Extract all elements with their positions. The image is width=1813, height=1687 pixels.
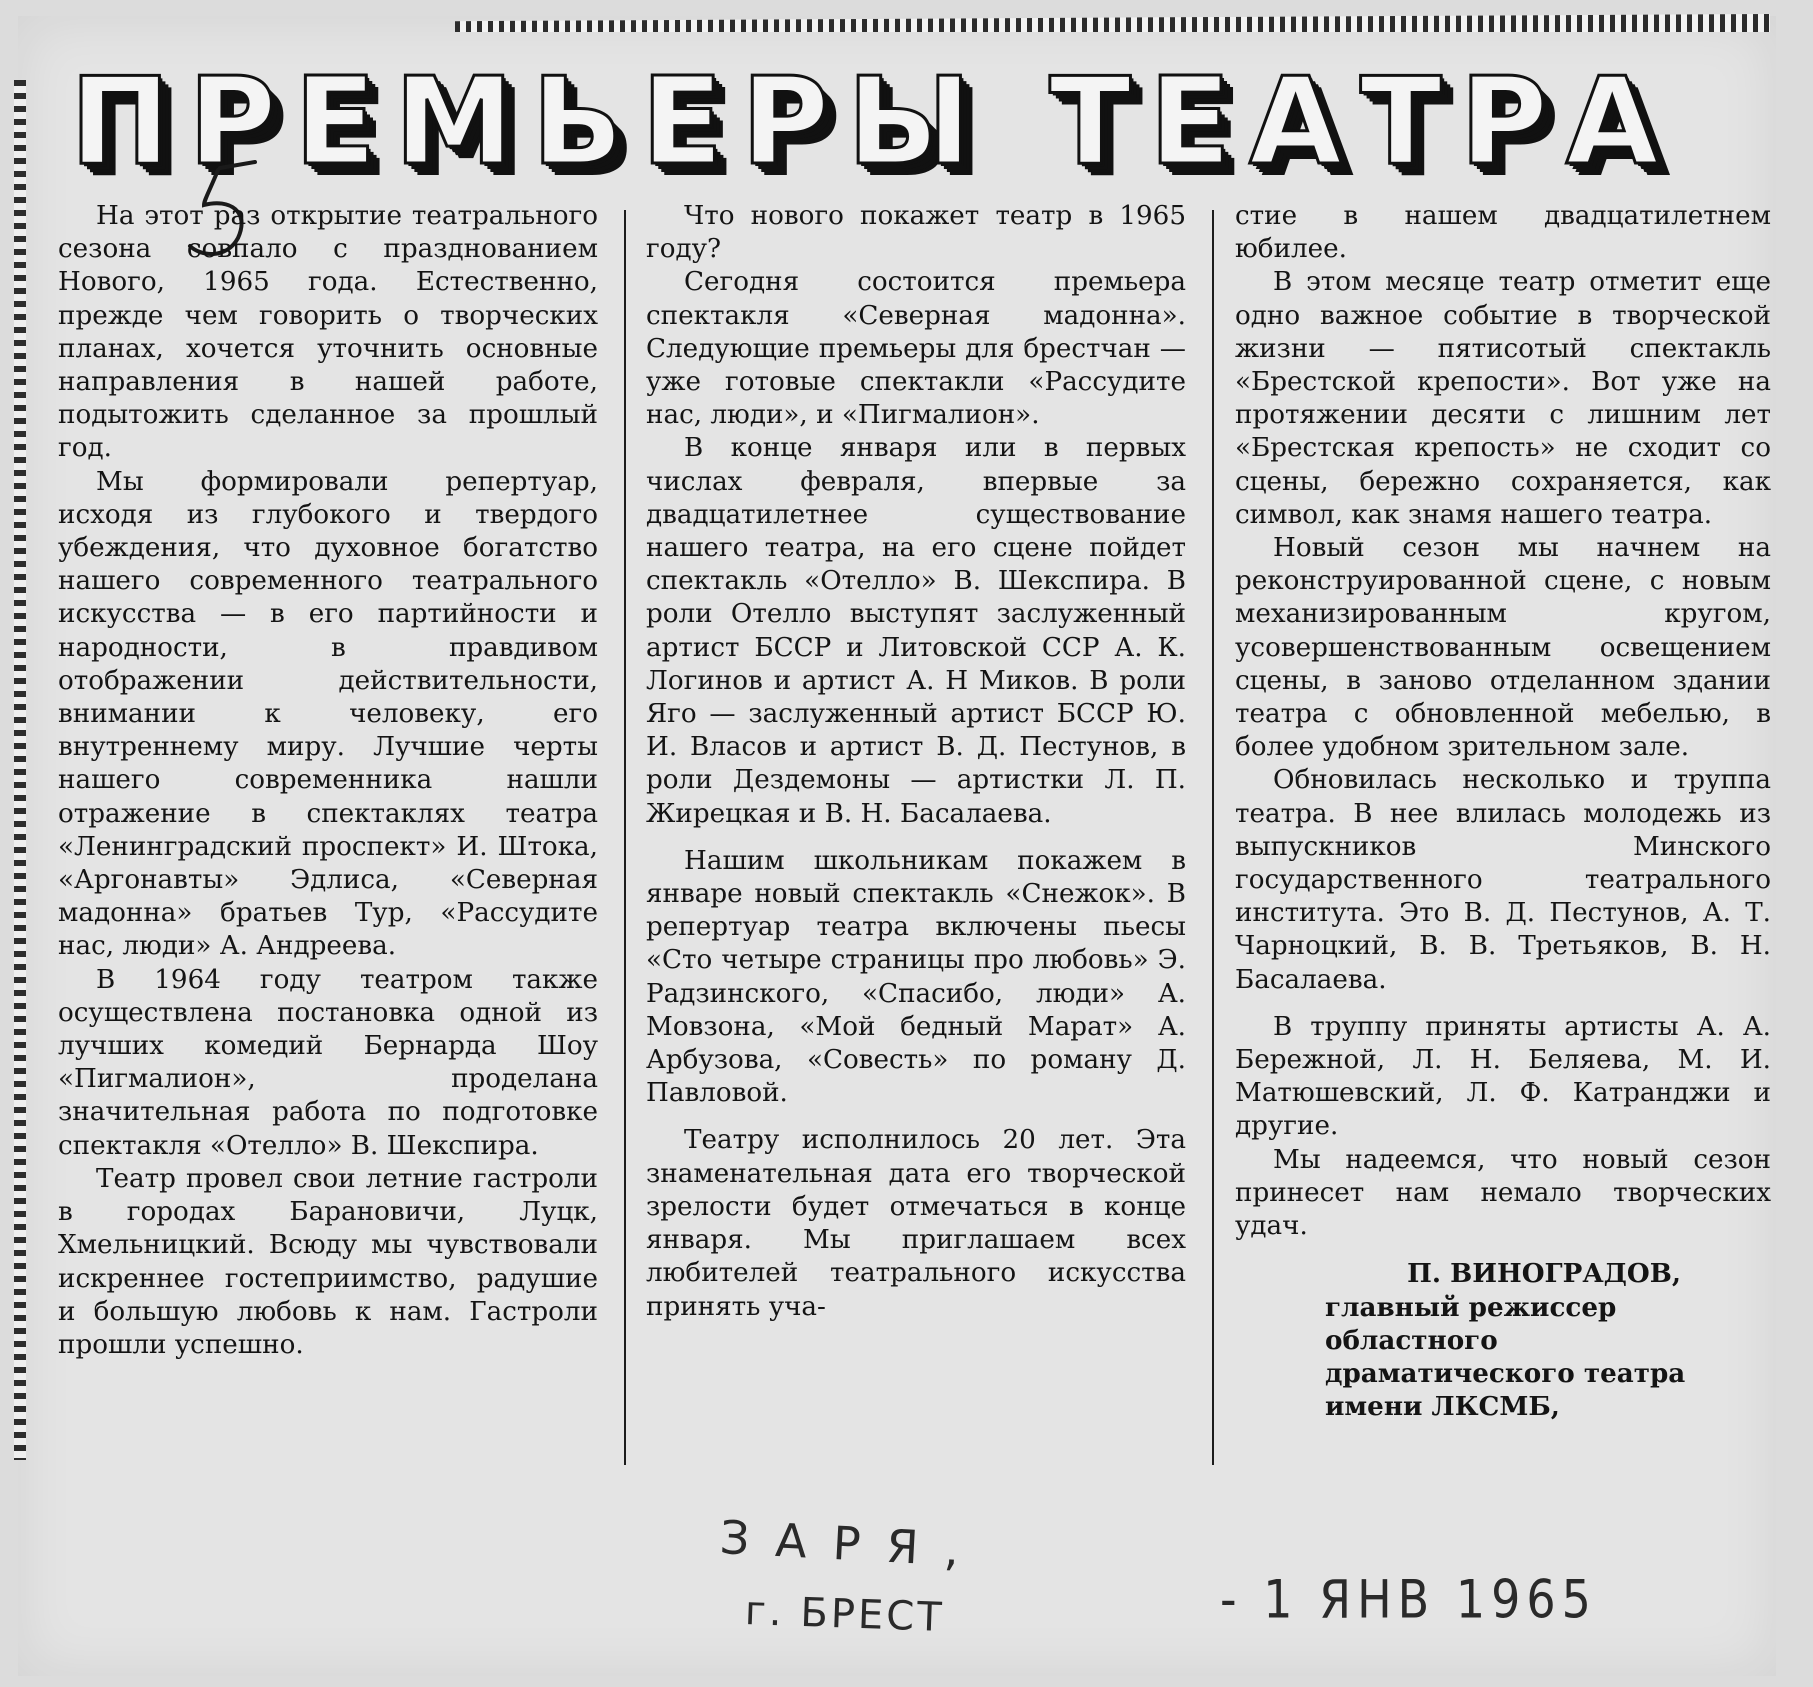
paragraph: В 1964 году театром также осуществлена постановка одной из лучших комедий Бернарда Шоу «Пигмалион», проделана значительная работа по подготовке спектакля «Отелло» В. Шекспира. — [58, 964, 598, 1161]
column-rule-left — [624, 210, 626, 1465]
paragraph: В конце января или в первых числах февраля, впервые за двадцатилетнее существование нашего театра, на его сцене пойдет спектакль «Отелло» В. Шекспира. В роли Отелло выступят заслуженный артист БССР и Литовской ССР А. К. Логинов и артист А. Н Миков. В роли Яго — заслуженный артист БССР Ю. И. Власов и артист В. Д. Пестунов, в роли Дездемоны — артистки Л. П. Жирецкая и В. Н. Басалаева. — [646, 433, 1186, 829]
author-name: П. ВИНОГРАДОВ, — [1407, 1258, 1681, 1290]
author-title: главный режиссер областного драматического театра имени ЛКСМБ, — [1325, 1291, 1686, 1423]
stamp-city: г. БРЕСТ — [744, 1588, 946, 1641]
paragraph: Что нового покажет театр в 1965 году? — [646, 201, 1186, 265]
stamp-paper-name: ЗАРЯ, — [718, 1510, 987, 1578]
article-column-1 — [58, 200, 598, 1470]
article-column-2 — [646, 200, 1186, 1470]
headline: ПРЕМЬЕРЫ ТЕАТРА — [70, 53, 1677, 192]
author-signature — [1235, 1257, 1771, 1423]
paragraph: На этот раз открытие театрального сезона совпало с празднованием Нового, 1965 года. Естественно, прежде чем говорить о творческих планах, хочется уточнить основные направления в нашей работе, подытожить сделанное за прошлый год. — [58, 201, 598, 464]
article-column-3 — [1235, 200, 1771, 1470]
paragraph: Новый сезон мы начнем на реконструированной сцене, с новым механизированным кругом, усовершенствованным освещением сцены, в заново отделанном здании театра с обновленной мебелью, в более удобном зрительном зале. — [1235, 533, 1771, 763]
paragraph: Театру исполнилось 20 лет. Эта знаменательная дата его творческой зрелости будет отмечаться в конце января. Мы приглашаем всех любителей театрального искусства принять уча- — [646, 1125, 1186, 1322]
torn-edge-left — [14, 80, 26, 1460]
paragraph: Обновилась несколько и труппа театра. В нее влилась молодежь из выпускников Минского государственного театрального института. Это В. Д. Пестунов, А. Т. Чарноцкий, В. В. Третьяков, В. Н. Басалаева. — [1235, 765, 1771, 995]
stamp-date: - 1 ЯНВ 1965 — [1220, 1567, 1597, 1631]
column-rule-right — [1212, 210, 1214, 1465]
paragraph: Театр провел свои летние гастроли в городах Барановичи, Луцк, Хмельницкий. Всюду мы чувствовали искреннее гостеприимство, радушие и большую любовь к нам. Гастроли прошли успешно. — [58, 1163, 598, 1360]
paragraph: Мы формировали репертуар, исходя из глубокого и твердого убеждения, что духовное богатство нашего современного театрального искусства — в его партийности и народности, в правдивом отображении действительности, внимании к человеку, его внутреннему миру. Лучшие черты нашего современника нашли отражение в спектаклях театра «Ленинградский проспект» И. Штока, «Аргонавты» Эдлиса, «Северная мадонна» братьев Тур, «Рассудите нас, люди» А. Андреева. — [58, 466, 598, 962]
paragraph: В труппу приняты артисты А. А. Бережной, Л. Н. Беляева, М. И. Матюшевский, Л. Ф. Катранджи и другие. — [1235, 1011, 1771, 1142]
paragraph: стие в нашем двадцатилетнем юбилее. — [1235, 201, 1771, 265]
paragraph: Нашим школьникам покажем в январе новый спектакль «Снежок». В репертуар театра включены пьесы «Сто четыре страницы про любовь» Э. Радзинского, «Спасибо, люди» А. Мовзона, «Мой бедный Марат» А. Арбузова, «Совесть» по роману Д. Павловой. — [646, 845, 1186, 1109]
paragraph: Сегодня состоится премьера спектакля «Северная мадонна». Следующие премьеры для брестчан — уже готовые спектакли «Рассудите нас, люди», и «Пигмалион». — [646, 267, 1186, 431]
paragraph: В этом месяце театр отметит еще одно важное событие в творческой жизни — пятисотый спектакль «Брестской крепости». Вот уже на протяжении десяти с лишним лет «Брестская крепость» не сходит со сцены, бережно сохраняется, как символ, как знамя нашего театра. — [1235, 267, 1771, 530]
paragraph: Мы надеемся, что новый сезон принесет нам немало творческих удач. — [1235, 1144, 1771, 1242]
newspaper-stamp — [720, 1510, 1720, 1660]
